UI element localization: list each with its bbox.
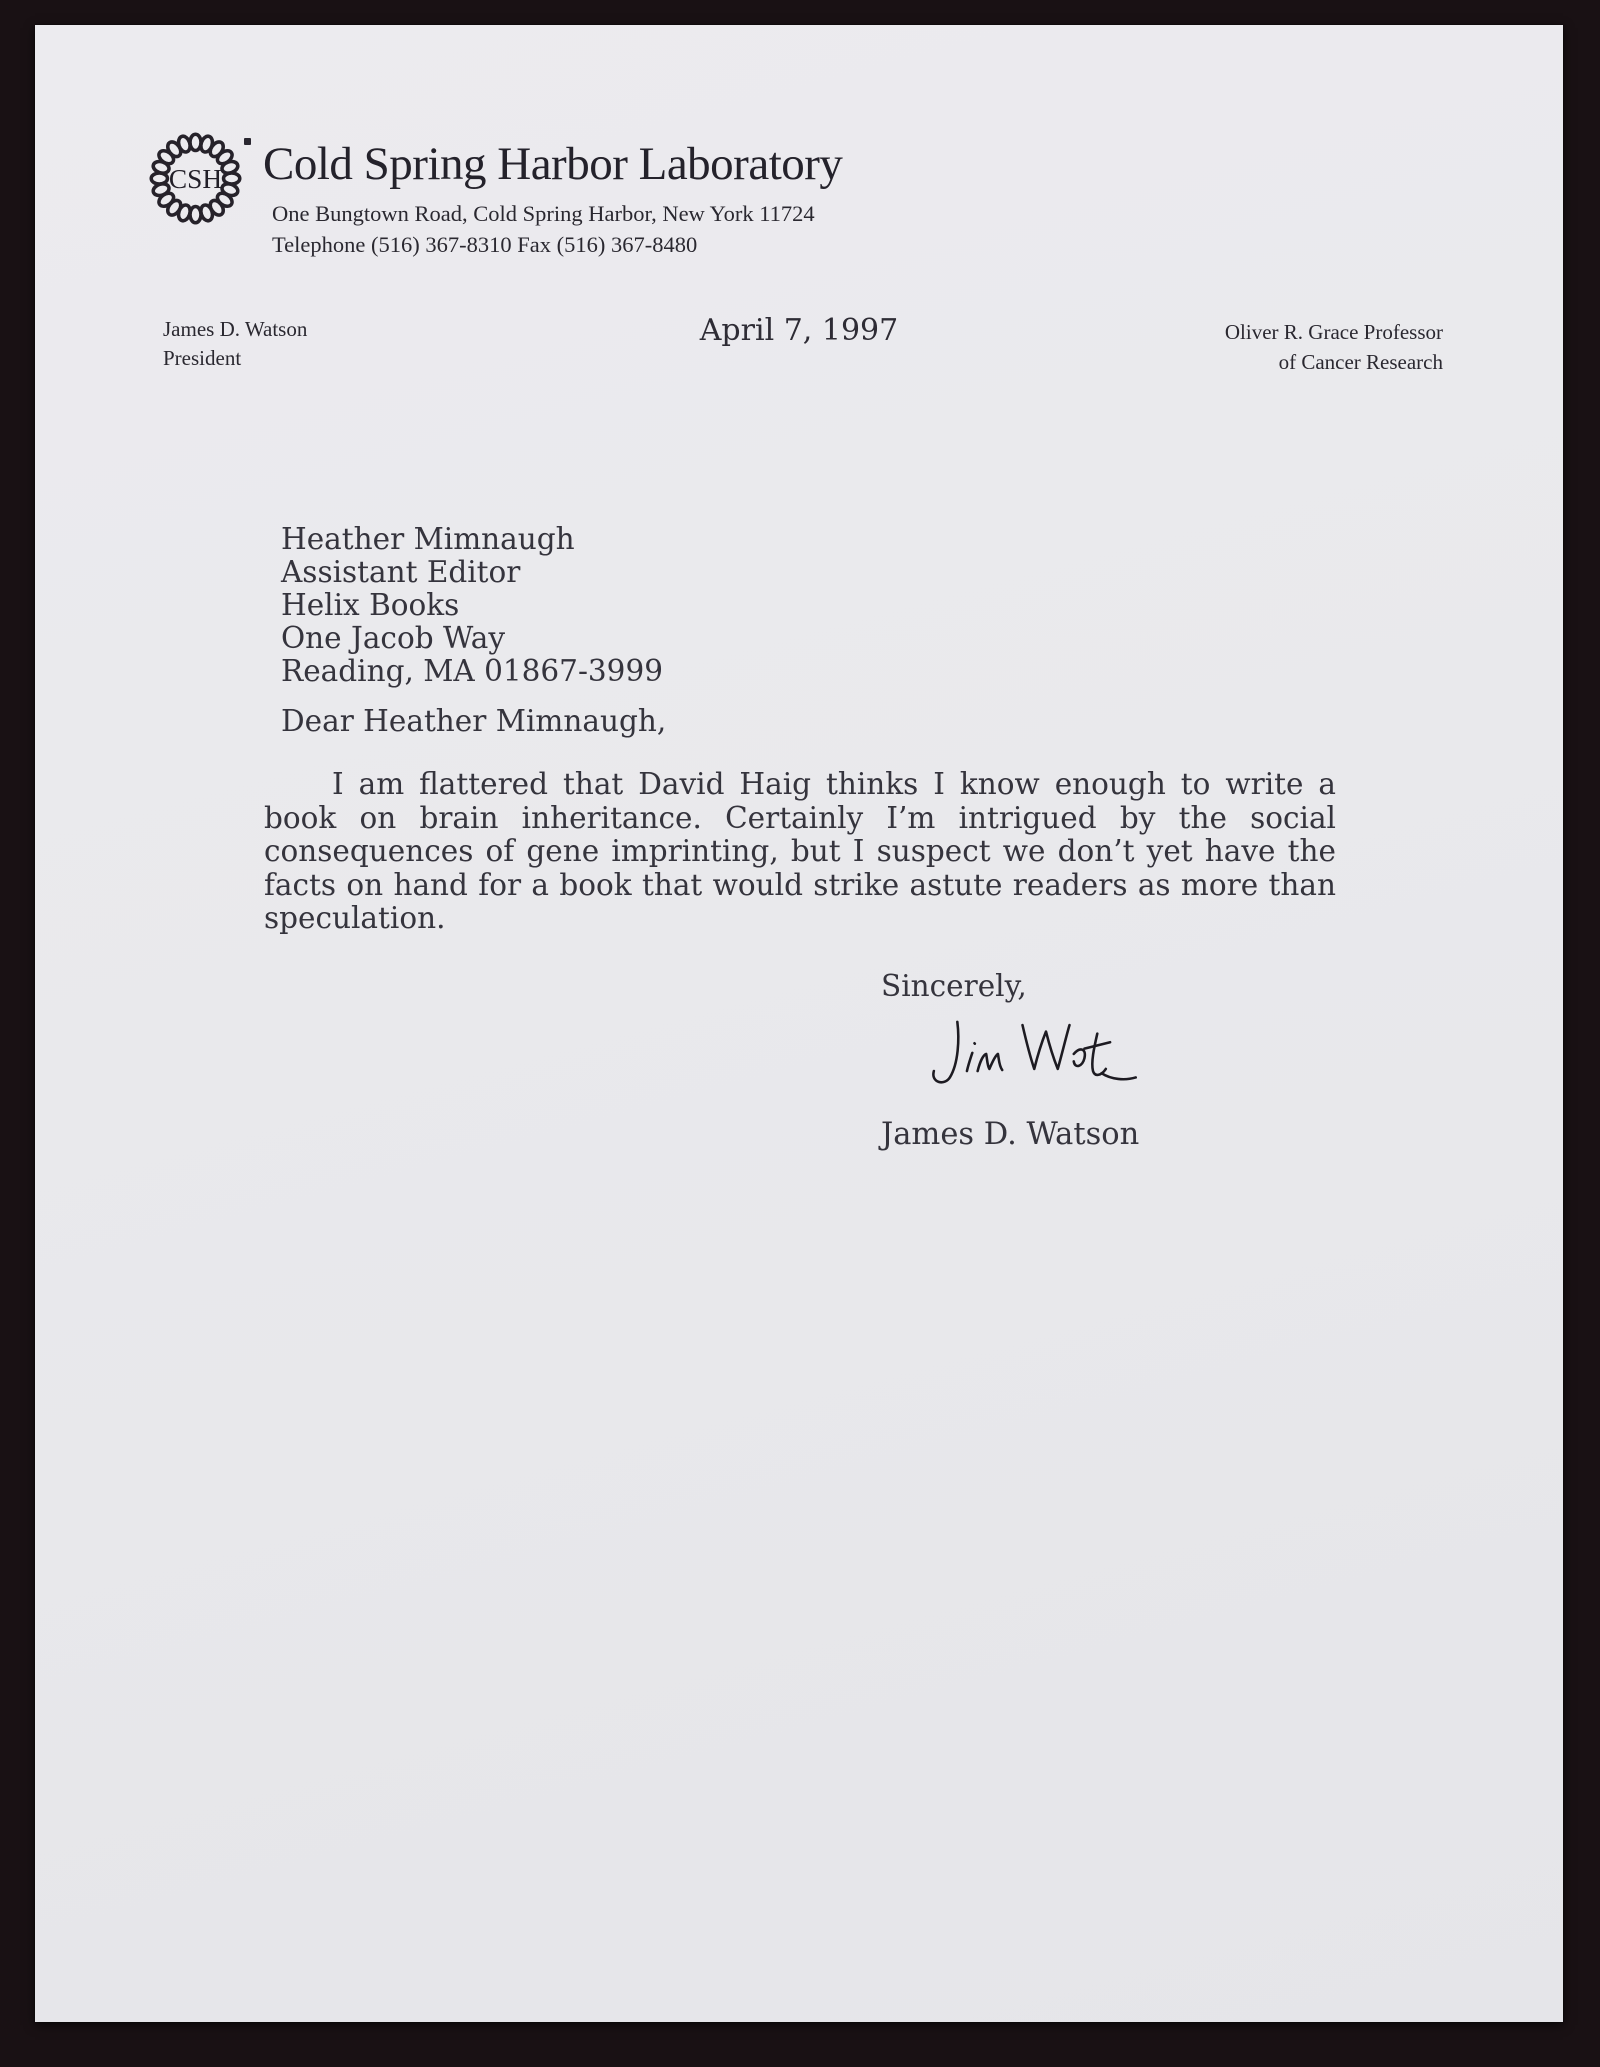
recipient-street: One Jacob Way	[281, 621, 505, 655]
sender-name: James D. Watson	[163, 317, 308, 341]
recipient-city-state-zip: Reading, MA 01867-3999	[281, 654, 663, 688]
letterhead-address: One Bungtown Road, Cold Spring Harbor, New York 11724	[272, 201, 815, 226]
recipient-name: Heather Mimnaugh	[281, 522, 575, 556]
csh-logo-icon	[147, 130, 244, 227]
letter-body-paragraph: I am flattered that David Haig thinks I know enough to write a book on brain inheritance. Certainly I’m intrigued by the social consequences of gene imprinting, but I suspect we don’t yet have the facts on hand for a book that would strike astute readers as more than speculation.	[264, 767, 1336, 936]
recipient-address-block	[281, 523, 663, 688]
typed-signature-name: James D. Watson	[881, 1117, 1140, 1152]
organization-name: Cold Spring Harbor Laboratory	[263, 138, 843, 190]
professorship-line1: Oliver R. Grace Professor	[1224, 320, 1443, 344]
csh-logo-monogram: CSH	[168, 164, 223, 195]
letter-paper	[35, 25, 1563, 2022]
registered-mark-dot-icon	[244, 138, 251, 145]
recipient-title: Assistant Editor	[281, 555, 521, 589]
letter-date: April 7, 1997	[699, 313, 899, 348]
professorship-line2: of Cancer Research	[1278, 350, 1443, 375]
recipient-company: Helix Books	[281, 588, 460, 622]
signature-handwriting	[905, 1015, 1140, 1110]
valediction: Sincerely,	[881, 969, 1027, 1003]
salutation: Dear Heather Mimnaugh,	[281, 704, 667, 738]
professorship-block	[1225, 317, 1443, 378]
letterhead-phone-fax: Telephone (516) 367-8310 Fax (516) 367-8480	[272, 232, 698, 257]
sender-title: President	[163, 346, 242, 371]
